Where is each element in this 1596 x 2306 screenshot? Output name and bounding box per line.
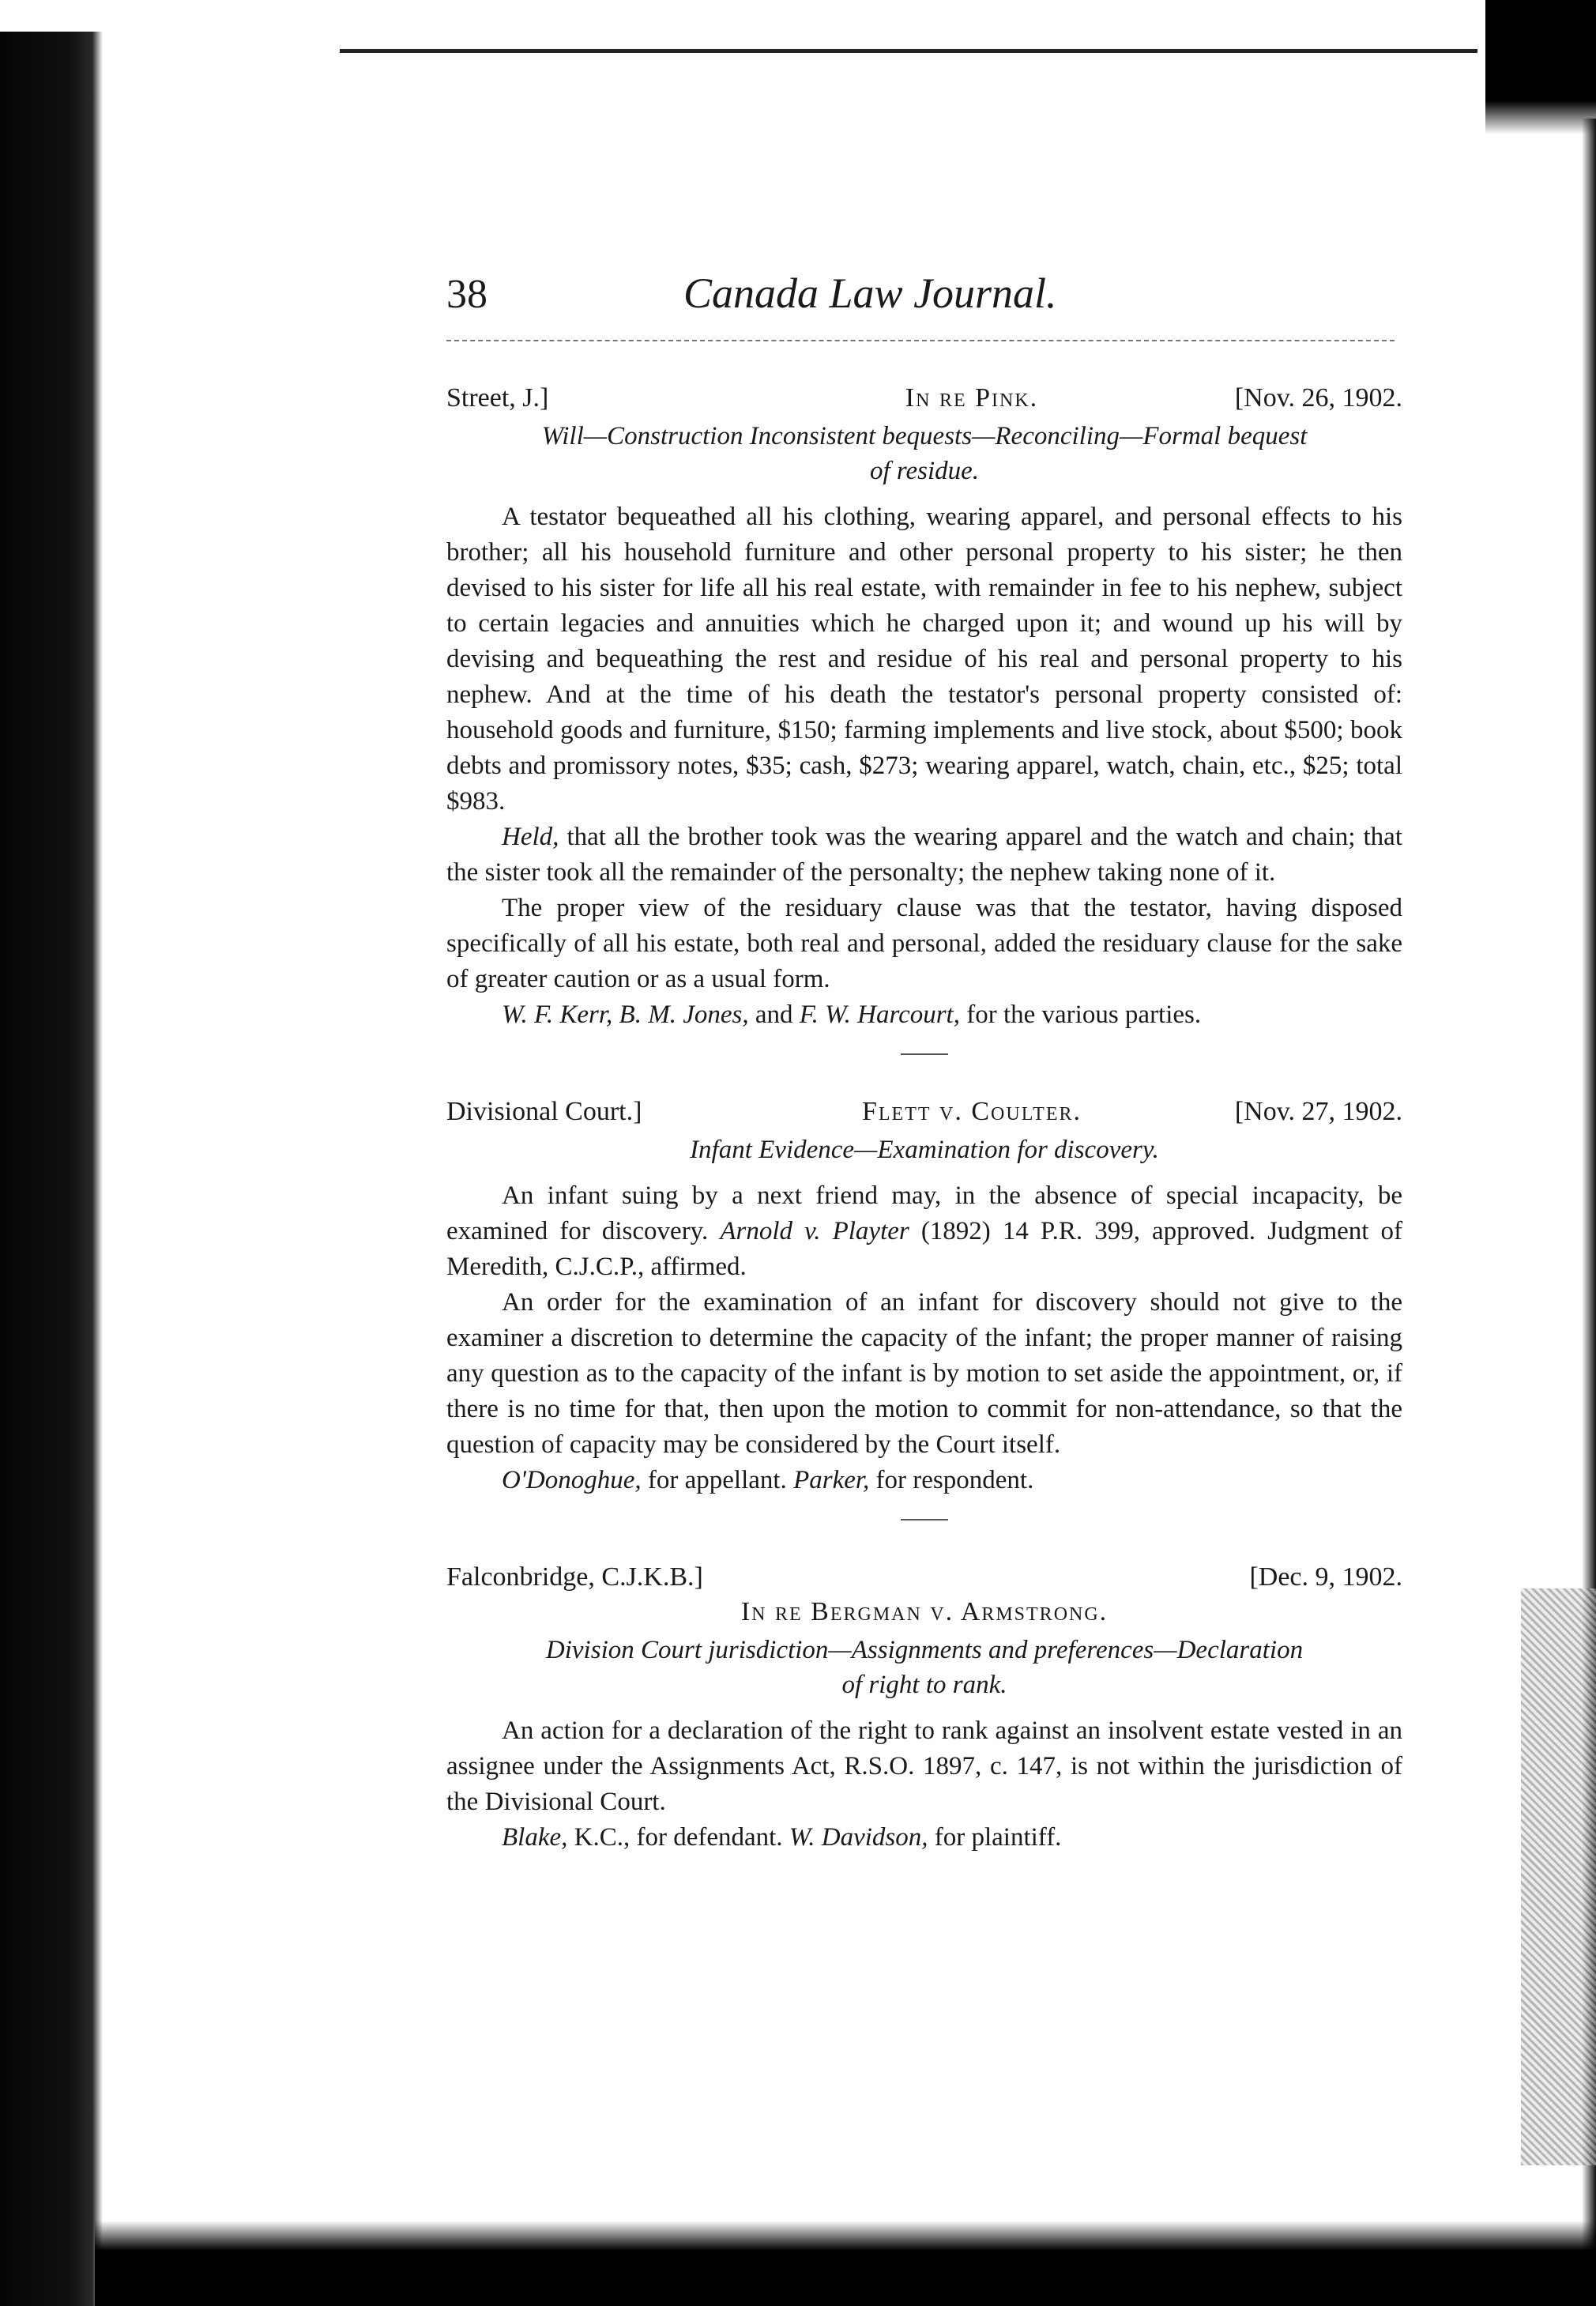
case-name: Flett v. Coulter.: [861, 1097, 1082, 1126]
header-rule: [446, 340, 1395, 341]
paragraph: [446, 820, 1402, 891]
journal-title: Canada Law Journal.: [683, 269, 1057, 317]
headnote-line: Division Court jurisdiction—Assignments and preferences—Declaration: [545, 1636, 1304, 1664]
case-in-re-bergman: [446, 1560, 1402, 1856]
paragraph: An action for a declaration of the right to rank against an insolvent estate vested in an assignee under the Assignments Act, R.S.O. 1897, c. 147, is not within the jurisdiction of the Divisional Court.: [446, 1716, 1402, 1816]
held-word: Held,: [502, 823, 559, 851]
case-separator: [901, 1519, 948, 1520]
counsel-name: W. Davidson,: [789, 1823, 928, 1852]
case-name: In re Pink.: [905, 383, 1039, 413]
headnote-line: of right to rank.: [841, 1671, 1007, 1699]
counsel-name: O'Donoghue,: [502, 1466, 642, 1494]
counsel-text: for respondent.: [869, 1466, 1034, 1494]
page-number: 38: [446, 272, 487, 317]
counsel-name: F. W. Harcourt,: [799, 1000, 960, 1029]
court-name: Divisional Court.]: [446, 1097, 642, 1126]
paragraph-text: (1892) 14 P.R. 399, approved. Judgment of Meredith, C.J.C.P., affirmed.: [446, 1217, 1402, 1281]
headnote-line: Will—Construction Inconsistent bequests—Reconciling—Formal bequest: [541, 422, 1308, 450]
counsel-line: [446, 997, 1402, 1033]
counsel-name: Blake,: [502, 1823, 568, 1852]
scan-top-rule: [340, 49, 1477, 53]
counsel-line: [446, 1820, 1402, 1856]
counsel-name: W. F. Kerr, B. M. Jones,: [502, 1000, 749, 1029]
paragraph-text: An infant suing by a next friend may, in the absence of special incapacity, be examined for discovery.: [446, 1181, 1402, 1245]
counsel-text: for plaintiff.: [928, 1823, 1062, 1852]
case-name: In re Bergman v. Armstrong.: [740, 1597, 1109, 1626]
paragraph: The proper view of the residuary clause was that the testator, having disposed specifically of all his estate, both real and personal, added the residuary clause for the sake of greater caution or as a usual form.: [446, 894, 1402, 993]
scan-corner-shadow: [1485, 0, 1596, 134]
paragraph-text: that all the brother took was the wearing apparel and the watch and chain; that the sister took all the remainder of the personalty; the nephew taking none of it.: [446, 823, 1402, 887]
case-separator: [901, 1053, 948, 1055]
scan-noise-blot: [1521, 1588, 1596, 2165]
headnote-line: of residue.: [869, 457, 980, 485]
case-headnote: Infant Evidence—Examination for discovery.: [690, 1136, 1159, 1164]
case-flett-v-coulter: [446, 1095, 1402, 1498]
court-name: Falconbridge, C.J.K.B.]: [446, 1562, 703, 1592]
counsel-text: for appellant.: [641, 1466, 794, 1494]
case-date: [Dec. 9, 1902.: [1249, 1562, 1402, 1592]
document-page: [446, 269, 1402, 1856]
counsel-name: Parker,: [793, 1466, 870, 1494]
page-header: [446, 269, 1402, 340]
case-headnote: [446, 1633, 1402, 1702]
case-date: [Nov. 27, 1902.: [1234, 1097, 1402, 1126]
case-heading: [446, 1560, 1402, 1595]
counsel-text: and: [748, 1000, 800, 1029]
case-in-re-pink: [446, 381, 1402, 1033]
case-heading: [446, 381, 1402, 416]
paragraph: An order for the examination of an infant for discovery should not give to the examiner a discretion to determine the capacity of the infant; the proper manner of raising any question as to the capacity of the infant is by motion to set aside the appointment, or, if there is no time for that, then upon the motion to commit for non-attendance, so that the question of capacity may be considered by the Court itself.: [446, 1288, 1402, 1459]
counsel-text: for the various parties.: [959, 1000, 1202, 1029]
case-date: [Nov. 26, 1902.: [1234, 383, 1402, 413]
case-citation: Arnold v. Playter: [720, 1217, 909, 1245]
paragraph: A testator bequeathed all his clothing, wearing apparel, and personal effects to his brother; all his household furniture and other personal property to his sister; he then devised to his sister for life all his real estate, with remainder in fee to his nephew, subject to certain legacies and annuities which he charged upon it; and wound up his will by devising and bequeathing the rest and residue of his real and personal property to his nephew. And at the time of his death the testator's personal property consisted of: household goods and furniture, $150; farming implements and live stock, about $500; book debts and promissory notes, $35; cash, $273; wearing apparel, watch, chain, etc., $25; total $983.: [446, 503, 1402, 816]
scan-margin-bottom: [95, 2221, 1596, 2306]
counsel-text: K.C., for defendant.: [567, 1823, 789, 1852]
court-name: Street, J.]: [446, 383, 549, 413]
paragraph: [446, 1178, 1402, 1285]
scan-margin-left: [0, 32, 103, 2306]
case-headnote: [446, 419, 1402, 488]
counsel-line: [446, 1463, 1402, 1498]
case-heading: [446, 1095, 1402, 1129]
